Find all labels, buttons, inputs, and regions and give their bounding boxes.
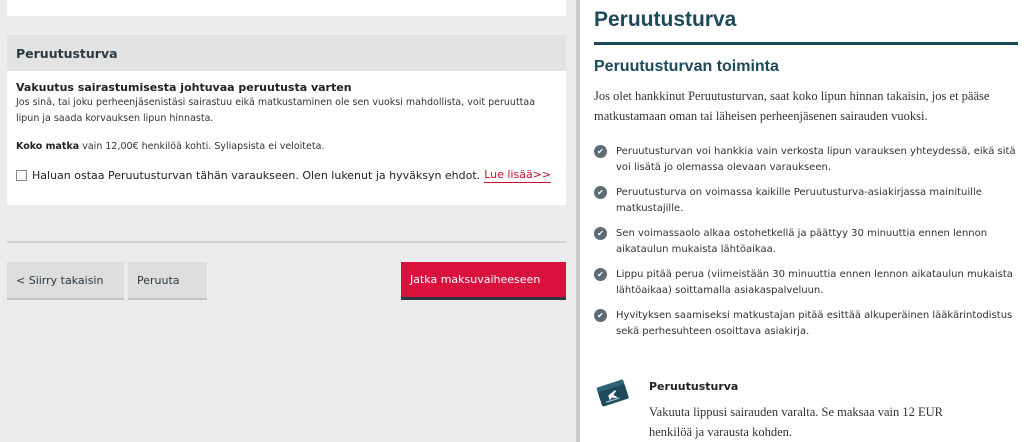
insurance-card-heading: Peruutusturva (7, 35, 566, 71)
price-text: vain 12,00€ henkilöä kohti. Syliapsista ei veloiteta. (82, 141, 325, 152)
check-icon: ✔ (594, 227, 607, 240)
cancel-button[interactable]: Peruuta (128, 262, 207, 300)
check-icon: ✔ (594, 268, 607, 281)
insurance-checkbox-row[interactable] (16, 168, 557, 183)
list-item (594, 226, 1020, 258)
list-item-text: Sen voimassaolo alkaa ostohetkellä ja päättyy 30 minuuttia ennen lennon aikataulun mukaista lähtöaikaa. (616, 228, 988, 255)
continue-to-payment-button[interactable]: Jatka maksuvaiheeseen (401, 262, 566, 300)
check-icon: ✔ (594, 309, 607, 322)
insurance-card (7, 35, 566, 205)
insurance-checkbox-label[interactable]: Haluan ostaa Peruutusturvan tähän varaukseen. Olen lukenut ja hyväksyn ehdot. (32, 169, 481, 182)
list-item-text: Hyvityksen saamiseksi matkustajan pitää esittää alkuperäinen lääkärintodistus sekä perhesuhteen osoittava asiakirja. (616, 310, 1013, 337)
insurance-subheading: Vakuutus sairastumisesta johtuvaa peruutusta varten (16, 81, 352, 94)
list-item-text: Lippu pitää perua (viimeistään 30 minuuttia ennen lennon aikataulun mukaista lähtöaikaa) soittamalla asiakaspalveluun. (616, 269, 1013, 296)
list-item-text: Peruutusturva on voimassa kaikille Peruutusturva-asiakirjassa mainituille matkustajille. (616, 187, 982, 214)
insurance-description: Jos sinä, tai joku perheenjäsenistäsi sairastuu eikä matkustaminen ole sen vuoksi mahdollista, voit peruuttaa lipun ja saada korvauksen lipun hinnasta. (16, 97, 536, 124)
ticket-icon (596, 378, 630, 410)
list-item-text: Peruutusturvan voi hankkia vain verkosta lipun varauksen yhteydessä, eikä sitä voi lisätä jo olemassa olevaan varaukseen. (616, 146, 1016, 173)
list-item (594, 185, 1020, 217)
title-rule (594, 42, 1018, 45)
previous-section-card (7, 0, 566, 16)
read-more-link[interactable]: Lue lisää>> (484, 168, 552, 181)
list-item (594, 144, 1020, 176)
list-item (594, 308, 1020, 340)
check-icon: ✔ (594, 186, 607, 199)
promo-card-title: Peruutusturva (649, 380, 739, 393)
insurance-price (16, 141, 557, 152)
list-item (594, 267, 1020, 299)
check-icon: ✔ (594, 145, 607, 158)
insurance-checkbox[interactable] (16, 170, 27, 181)
info-intro: Jos olet hankkinut Peruutusturvan, saat koko lipun hinnan takaisin, jos et pääse matkustamaan oman tai läheisen perheenjäsenen sairauden vuoksi. (594, 89, 990, 123)
info-subtitle: Peruutusturvan toiminta (594, 58, 779, 75)
info-list (594, 144, 1020, 349)
back-button[interactable]: < Siirry takaisin (7, 262, 124, 300)
info-panel (580, 0, 1024, 442)
price-label: Koko matka (16, 141, 80, 152)
promo-card-text: Vakuuta lippusi sairauden varalta. Se maksaa vain 12 EUR henkilöä ja varausta kohden. (649, 405, 944, 439)
info-title: Peruutusturva (594, 8, 737, 31)
divider (7, 241, 566, 243)
